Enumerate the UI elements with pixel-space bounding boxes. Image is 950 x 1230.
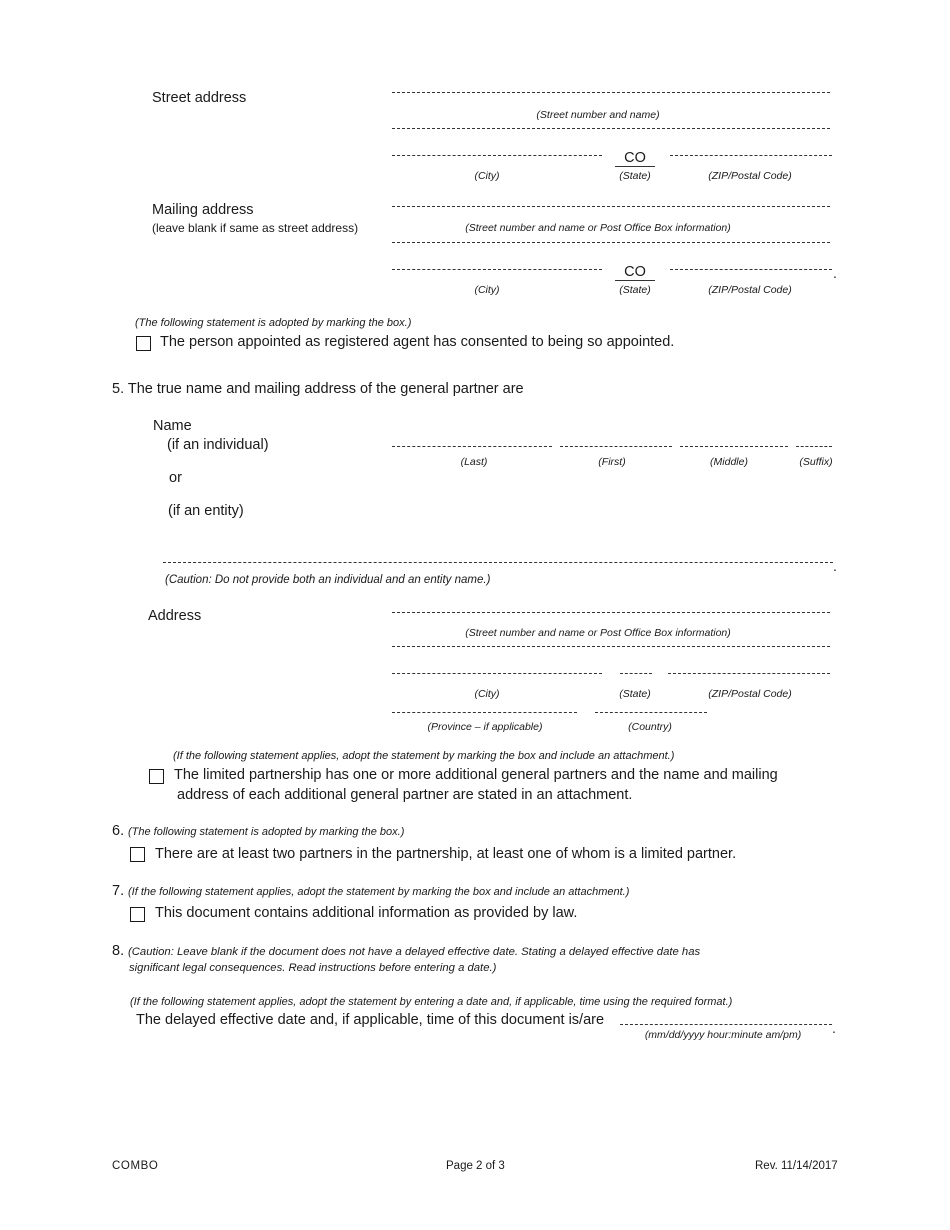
partner-city-caption: (City) bbox=[474, 688, 500, 700]
delayed-date-field[interactable] bbox=[620, 1024, 832, 1025]
partner-name-label: Name bbox=[153, 418, 192, 434]
section5-heading: 5. The true name and mailing address of the general partner are bbox=[112, 381, 524, 397]
partner-province-field[interactable] bbox=[392, 712, 577, 713]
two-partners-text: There are at least two partners in the partnership, at least one of whom is a limited partner. bbox=[155, 846, 737, 862]
street-city-field[interactable] bbox=[392, 155, 602, 156]
entity-period: . bbox=[833, 558, 837, 574]
mailing-address-label: Mailing address bbox=[152, 202, 254, 218]
street-zip-field[interactable] bbox=[670, 155, 832, 156]
partner-street-line2-field[interactable] bbox=[392, 646, 830, 647]
street-state-value: CO bbox=[615, 150, 655, 167]
partner-last-name-field[interactable] bbox=[392, 446, 552, 447]
delayed-date-text: The delayed effective date and, if applicable, time of this document is/are bbox=[136, 1012, 605, 1028]
province-caption: (Province – if applicable) bbox=[427, 721, 543, 733]
footer-revision: Rev. 11/14/2017 bbox=[755, 1160, 838, 1172]
section8-note: (If the following statement applies, adopt the statement by entering a date and, if applicable, time using the required format.) bbox=[130, 996, 733, 1008]
delayed-date-format-caption: (mm/dd/yyyy hour:minute am/pm) bbox=[644, 1029, 802, 1041]
mailing-state-value: CO bbox=[615, 264, 655, 281]
partner-country-field[interactable] bbox=[595, 712, 707, 713]
additional-info-checkbox[interactable] bbox=[130, 907, 145, 922]
mailing-street-caption: (Street number and name or Post Office Box information) bbox=[465, 222, 731, 234]
additional-partners-line1: The limited partnership has one or more additional general partners and the name and mailing bbox=[174, 767, 778, 783]
street-line2-field[interactable] bbox=[392, 128, 830, 129]
name-caution: (Caution: Do not provide both an individual and an entity name.) bbox=[165, 574, 491, 586]
partner-first-name-field[interactable] bbox=[560, 446, 672, 447]
mailing-period: . bbox=[833, 265, 837, 281]
partner-suffix-field[interactable] bbox=[796, 446, 832, 447]
partner-city-field[interactable] bbox=[392, 673, 602, 674]
section7-note: (If the following statement applies, adopt the statement by marking the box and include an attachment.) bbox=[128, 886, 630, 898]
street-state-caption: (State) bbox=[619, 170, 651, 182]
mailing-zip-caption: (ZIP/Postal Code) bbox=[708, 284, 792, 296]
mailing-state-caption: (State) bbox=[619, 284, 651, 296]
street-number-name-caption: (Street number and name) bbox=[536, 109, 660, 121]
street-zip-caption: (ZIP/Postal Code) bbox=[708, 170, 792, 182]
footer-form-code: COMBO bbox=[112, 1160, 159, 1172]
or-label: or bbox=[169, 470, 182, 486]
section8-caution-line2: significant legal consequences. Read instructions before entering a date.) bbox=[129, 962, 497, 974]
additional-partners-checkbox[interactable] bbox=[149, 769, 164, 784]
section6-note: (The following statement is adopted by marking the box.) bbox=[128, 826, 405, 838]
mailing-address-note: (leave blank if same as street address) bbox=[152, 221, 359, 235]
footer-page-number: Page 2 of 3 bbox=[446, 1160, 505, 1172]
mailing-line2-field[interactable] bbox=[392, 242, 830, 243]
mailing-street-field[interactable] bbox=[392, 206, 830, 207]
country-caption: (Country) bbox=[628, 721, 672, 733]
agent-consent-note: (The following statement is adopted by marking the box.) bbox=[135, 317, 412, 329]
two-partners-checkbox[interactable] bbox=[130, 847, 145, 862]
partner-entity-name-field[interactable] bbox=[163, 562, 833, 563]
mailing-city-caption: (City) bbox=[474, 284, 500, 296]
partner-state-field[interactable] bbox=[620, 673, 652, 674]
agent-consent-text: The person appointed as registered agent has consented to being so appointed. bbox=[160, 334, 675, 350]
partner-street-field[interactable] bbox=[392, 612, 830, 613]
partner-address-label: Address bbox=[148, 608, 202, 624]
delayed-date-period: . bbox=[832, 1020, 836, 1036]
suffix-caption: (Suffix) bbox=[799, 456, 833, 468]
additional-info-text: This document contains additional information as provided by law. bbox=[155, 905, 578, 921]
partner-street-caption: (Street number and name or Post Office Box information) bbox=[465, 627, 731, 639]
last-caption: (Last) bbox=[460, 456, 488, 468]
street-address-label: Street address bbox=[152, 90, 247, 106]
if-individual-label: (if an individual) bbox=[167, 437, 269, 453]
partner-zip-caption: (ZIP/Postal Code) bbox=[708, 688, 792, 700]
agent-consent-checkbox[interactable] bbox=[136, 336, 151, 351]
partner-state-caption: (State) bbox=[619, 688, 651, 700]
section8-number: 8. bbox=[112, 943, 125, 959]
first-caption: (First) bbox=[598, 456, 626, 468]
section8-caution-line1: (Caution: Leave blank if the document does not have a delayed effective date. Stating a delayed effective date has bbox=[128, 946, 701, 958]
mailing-city-field[interactable] bbox=[392, 269, 602, 270]
if-entity-label: (if an entity) bbox=[168, 503, 244, 519]
mailing-zip-field[interactable] bbox=[670, 269, 832, 270]
street-number-name-field[interactable] bbox=[392, 92, 830, 93]
additional-partners-line2: address of each additional general partner are stated in an attachment. bbox=[177, 787, 633, 803]
partner-middle-name-field[interactable] bbox=[680, 446, 788, 447]
section6-number: 6. bbox=[112, 823, 125, 839]
middle-caption: (Middle) bbox=[710, 456, 748, 468]
additional-partners-note: (If the following statement applies, adopt the statement by marking the box and include an attachment.) bbox=[173, 750, 675, 762]
street-city-caption: (City) bbox=[474, 170, 500, 182]
partner-zip-field[interactable] bbox=[668, 673, 830, 674]
section7-number: 7. bbox=[112, 883, 125, 899]
